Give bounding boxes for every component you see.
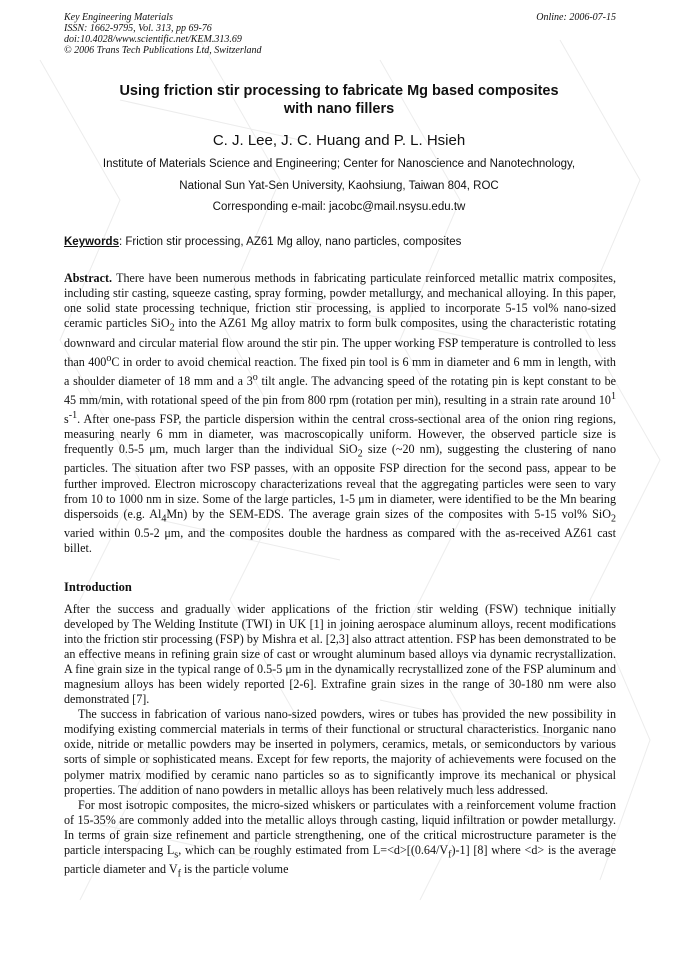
introduction-body bbox=[64, 602, 616, 882]
abstract-text: into the AZ61 Mg alloy matrix to form bulk composites, using the characteristic rotating downward and circular material flow around the stir pin. The upper working FSP temperature is controlled to less than 400 bbox=[64, 316, 616, 369]
journal-header bbox=[64, 12, 262, 56]
keywords: Keywords: Friction stir processing, AZ61 Mg alloy, nano particles, composites bbox=[64, 236, 462, 248]
keywords-label: Keywords bbox=[64, 236, 119, 248]
issn-line: ISSN: 1662-9795, Vol. 313, pp 69-76 bbox=[64, 23, 212, 34]
abstract-text: size (~20 nm), suggesting the clustering of nano particles. The situation after two FSP passes, with an opposite FSP direction for the second pass, appear to be further improved. Electron microscopy characterizations reveal that the aggregating particles were seen to vary from 10 to 1000 nm in size. Some of the large particles, 1-5 μm in diameter, were identified to be the Mn bearing dispersoids (e.g. Al bbox=[64, 442, 616, 521]
subscript: f bbox=[177, 868, 181, 880]
subscript: f bbox=[448, 849, 452, 861]
subscript: 2 bbox=[610, 513, 616, 524]
authors: C. J. Lee, J. C. Huang and P. L. Hsieh bbox=[212, 132, 466, 149]
email-line: Corresponding e-mail: jacobc@mail.nsysu.edu.tw bbox=[212, 201, 466, 213]
subscript: 4 bbox=[161, 513, 167, 524]
paper-title bbox=[60, 82, 618, 118]
affiliation-line-1: Institute of Materials Science and Engineering; Center for Nanoscience and Nanotechnology, bbox=[102, 158, 576, 170]
keywords-text: Friction stir processing, AZ61 Mg alloy, nano particles, composites bbox=[125, 236, 462, 248]
intro-text: , which can be roughly estimated from L=<d>[(0.64/V bbox=[178, 842, 449, 857]
abstract-text: There have been numerous methods in fabricating particulate reinforced metallic matrix composites, including stir casting, squeeze casting, spray forming, powder metallurgy, and mechanical alloying. In this paper, one solid state processing technique, friction stir processing, is applied to incorporate 5-15 vol% nano-sized ceramic particles SiO bbox=[64, 271, 616, 331]
abstract-text: C in order to avoid chemical reaction. The fixed pin tool is 6 mm in diameter and 6 mm in length, with a shoulder diameter of 18 mm and a 3 bbox=[64, 354, 616, 388]
superscript: o bbox=[252, 371, 258, 383]
abstract-text: . After one-pass FSP, the particle dispersion within the central cross-sectional area of the onion ring regions, measuring nearly 6 mm in diameter, was macroscopically uniform. However, the observed particle size is frequently 0.5-5 μm, much larger than the individual SiO bbox=[64, 411, 616, 456]
intro-text: )-1] [8] where <d> is the average particle diameter and V bbox=[64, 842, 616, 877]
intro-paragraph-1: After the success and gradually wider applications of the friction stir welding (FSW) technique initially developed by The Welding Institute (TWI) in UK [1] in joining aerospace aluminum alloys, recent modifications into the friction stir processing (FSP) by Mishra et al. [2,3] also attract attention. FSP has been demonstrated to be an effective means in refining grain size of cast or wrought aluminum based alloys via dynamic recrystallization. A fine grain size in the typical range of 0.5-5 μm in the dynamically recrystallized zone of the FSP aluminum and magnesium alloys has been widely reported [2-6]. Extrafine grain sizes in the range of 30-180 nm were also demonstrated [7]. bbox=[64, 602, 616, 707]
subscript: s bbox=[174, 849, 179, 861]
journal-name: Key Engineering Materials bbox=[64, 12, 173, 23]
online-date: Online: 2006-07-15 bbox=[536, 12, 616, 23]
abstract bbox=[64, 271, 616, 556]
superscript: -1 bbox=[68, 409, 78, 421]
superscript: o bbox=[106, 352, 112, 364]
abstract-text: Mn) by the SEM-EDS. The average grain sizes of the composites with 5-15 vol% SiO bbox=[166, 506, 611, 521]
intro-text: For most isotropic composites, the micro-sized whiskers or particulates with a reinforcement volume fraction of 15-35% are commonly added into the metallic alloys through casting, liquid infiltration or powder metallurgy. In terms of grain size refinement and particle strengthening, one of the critical microstructure parameter is the particle interspacing L bbox=[64, 797, 616, 857]
superscript: 1 bbox=[610, 390, 616, 402]
title-line-1: Using friction stir processing to fabricate Mg based composites bbox=[119, 83, 559, 99]
abstract-text: varied within 0.5-2 μm, and the composites double the hardness as compared with the as-received AZ61 cast billet. bbox=[64, 526, 616, 556]
intro-paragraph-2: The success in fabrication of various nano-sized powders, wires or tubes has provided the new possibility in modifying existing commercial materials in terms of their functional or structural characteristics. Inorganic nano oxide, nitride or metallic powders may be inserted in polymers, ceramics, metals, or semiconductors by various sorts of simple or sophisticated means. Except for few reports, the majority of achievements were focused on the polymer matrix modified by ceramic nano particles so as to significantly improve its mechanical or physical properties. The addition of nano powders in metallic alloys has been relatively much less addressed. bbox=[64, 707, 616, 797]
section-heading-introduction: Introduction bbox=[64, 580, 132, 594]
intro-text: is the particle volume bbox=[180, 862, 289, 877]
affiliation-line-2: National Sun Yat-Sen University, Kaohsiung, Taiwan 804, ROC bbox=[179, 180, 499, 192]
abstract-text: tilt angle. The advancing speed of the rotating pin is kept constant to be 45 mm/min, with rotational speed of the pin from 800 rpm (rotation per min), resulting in a strain rate around 10 bbox=[64, 373, 616, 407]
subscript: 2 bbox=[357, 448, 363, 460]
abstract-text: s bbox=[64, 411, 69, 426]
copyright-line: © 2006 Trans Tech Publications Ltd, Switzerland bbox=[64, 45, 262, 56]
subscript: 2 bbox=[169, 322, 175, 334]
abstract-label: Abstract. bbox=[64, 271, 113, 285]
doi-line: doi:10.4028/www.scientific.net/KEM.313.69 bbox=[64, 34, 242, 45]
title-line-2: with nano fillers bbox=[283, 101, 395, 117]
intro-paragraph-3 bbox=[64, 798, 616, 882]
